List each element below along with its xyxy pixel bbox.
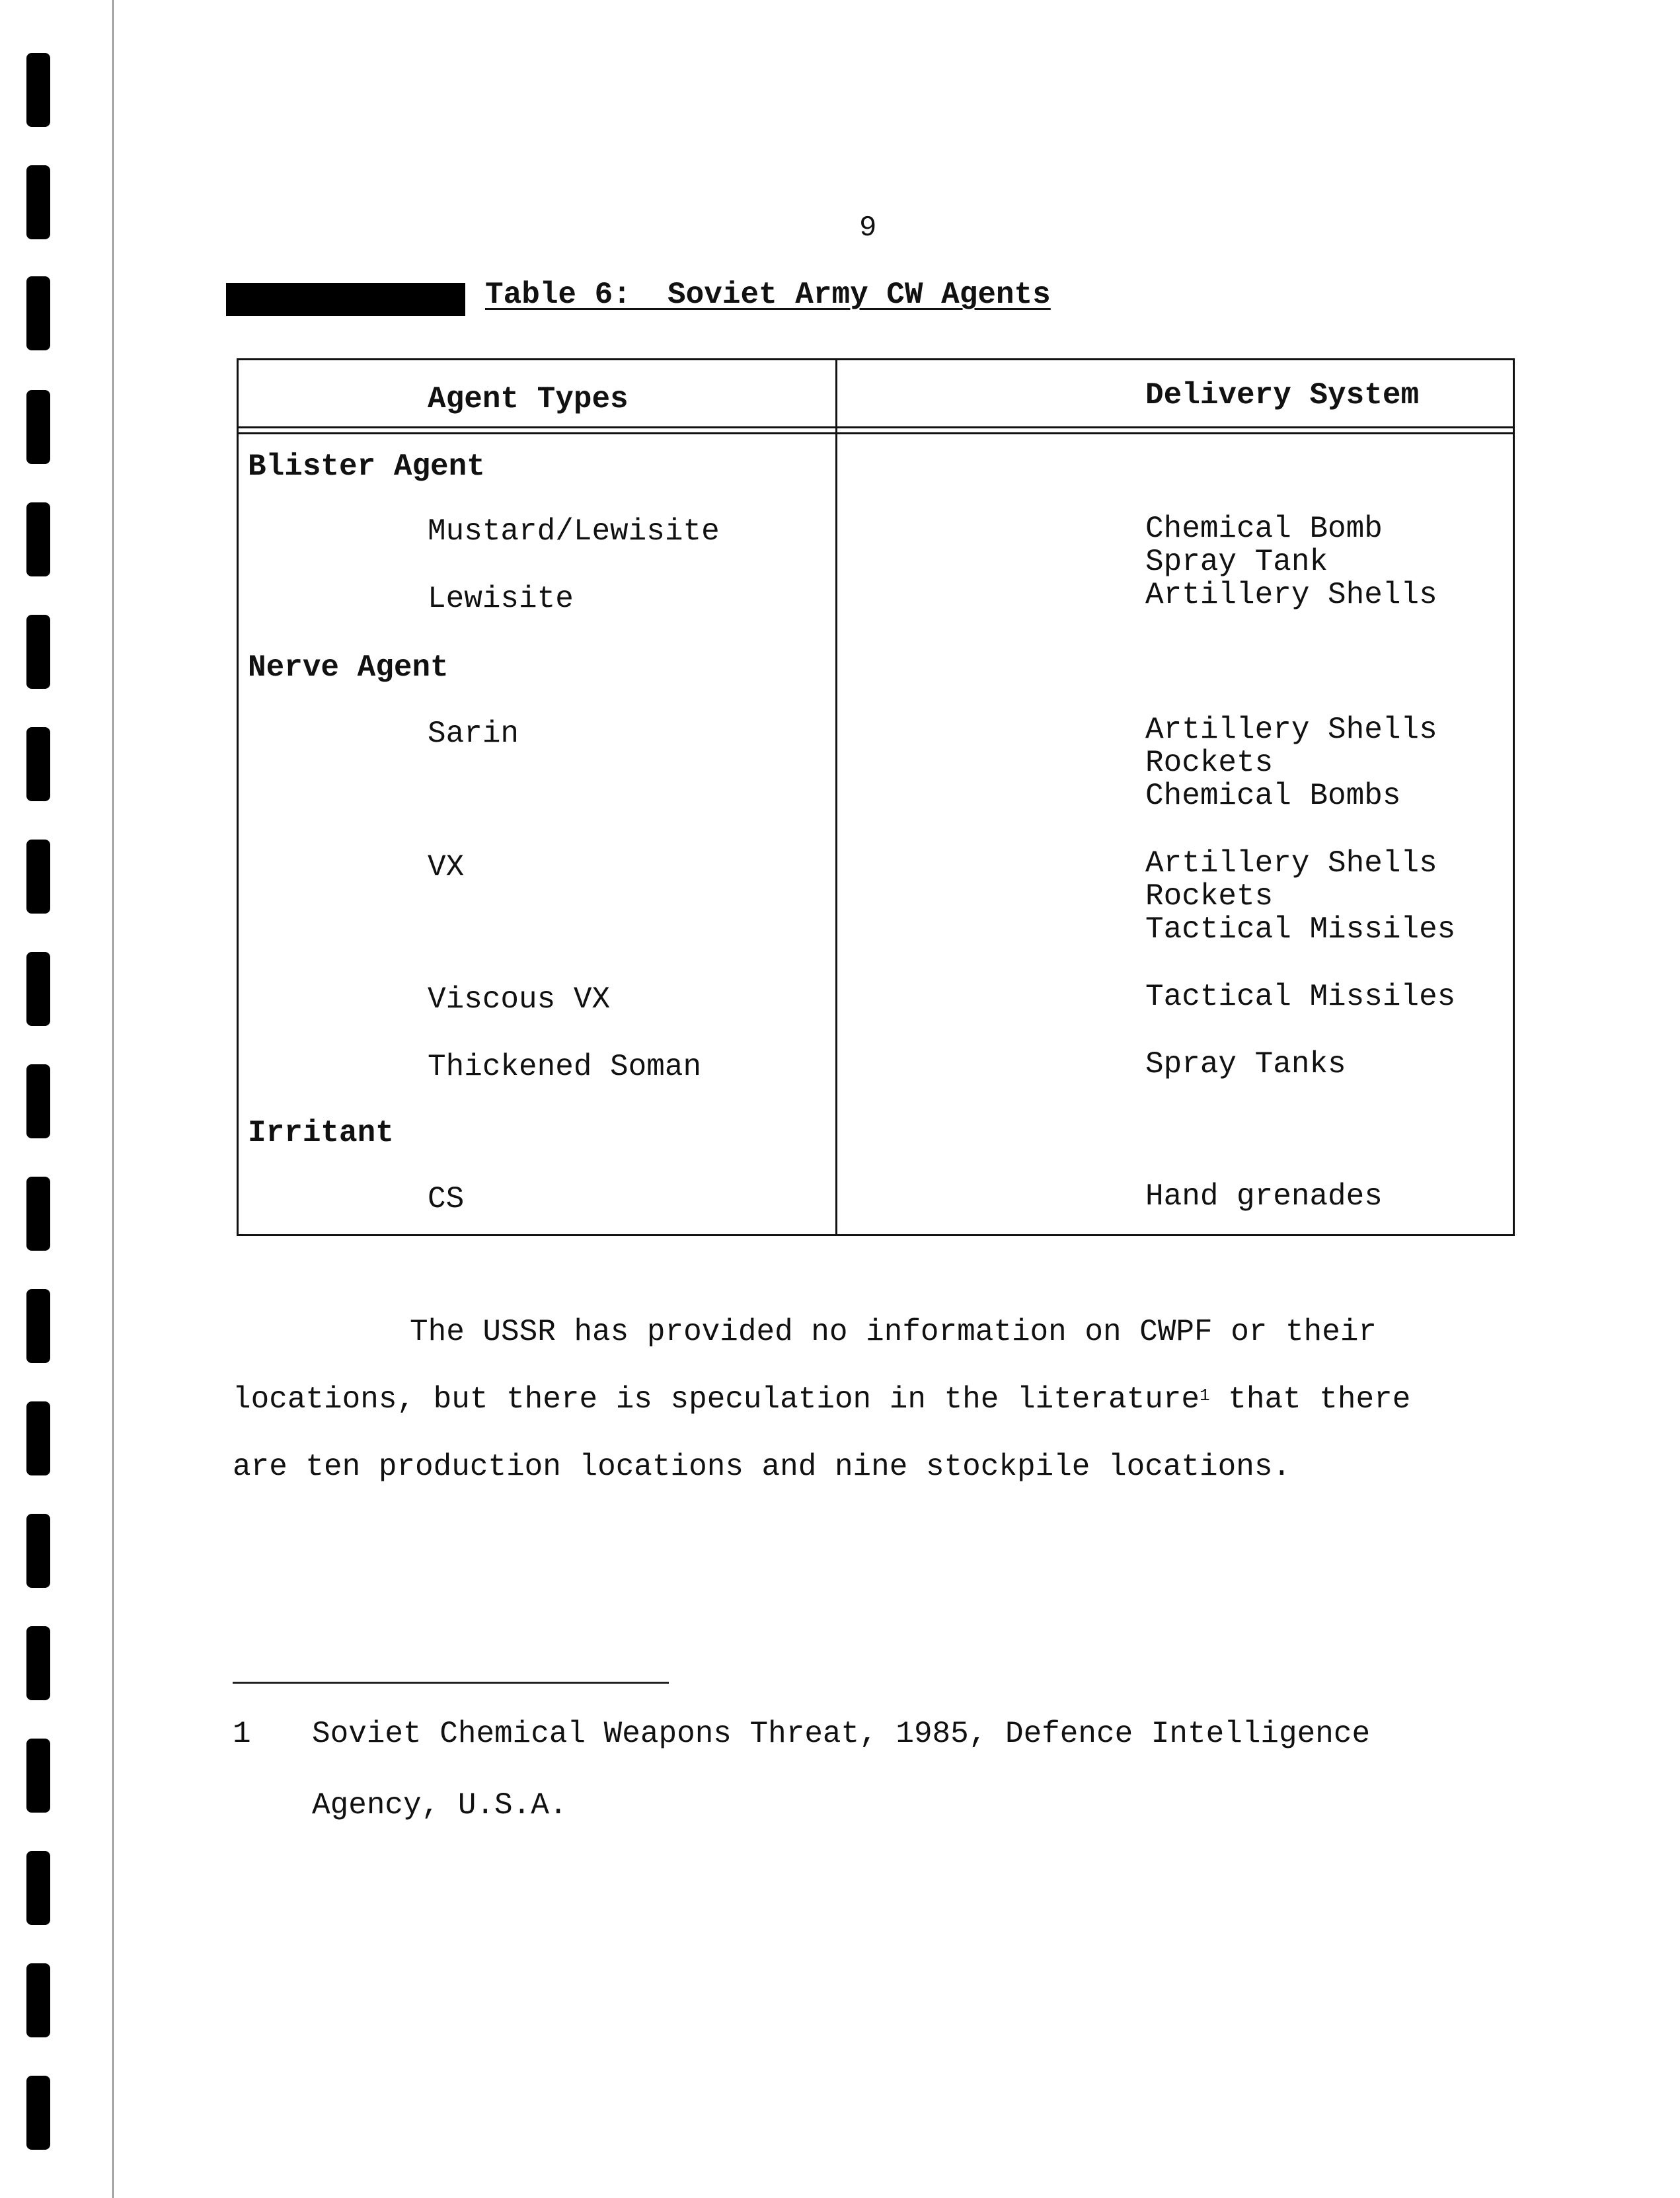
header-delivery-system: Delivery System [1145,378,1420,412]
agent-name: Viscous VX [428,982,611,1017]
binding-hole [26,390,50,464]
delivery-line: Hand grenades [1145,1179,1383,1214]
column-divider [835,360,837,1234]
agent-name: Thickened Soman [428,1050,702,1084]
paragraph-line: are ten production locations and nine stockpile locations. [233,1450,1291,1484]
redaction-bar [226,283,465,316]
binding-hole [26,2076,50,2150]
delivery-line: Rockets [1145,746,1274,780]
binding-hole [26,1401,50,1475]
delivery-line: Artillery Shells [1145,713,1437,747]
agent-name: CS [428,1182,465,1216]
page-number: 9 [859,212,877,245]
header-agent-types: Agent Types [428,382,629,416]
delivery-line: Artillery Shells [1145,846,1437,881]
delivery-line: Artillery Shells [1145,578,1437,612]
binding-hole [26,1851,50,1925]
binding-hole [26,1514,50,1588]
binding-hole [26,276,50,350]
binding-hole [26,502,50,576]
header-rule [239,426,1513,434]
category-label: Irritant [248,1116,394,1150]
binding-hole [26,840,50,914]
agent-name: Sarin [428,717,519,751]
binding-hole [26,952,50,1026]
table-title: Table 6: Soviet Army CW Agents [485,278,1051,312]
footnote-text: Soviet Chemical Weapons Threat, 1985, Defence Intelligence [312,1717,1371,1751]
binding-hole [26,1739,50,1813]
delivery-line: Tactical Missiles [1145,980,1456,1014]
delivery-line: Tactical Missiles [1145,912,1456,947]
delivery-line: Spray Tank [1145,545,1328,579]
delivery-line: Rockets [1145,879,1274,914]
footnote-rule [233,1682,669,1684]
binding-hole [26,1626,50,1700]
binding-strip [0,0,116,2198]
category-label: Blister Agent [248,450,485,484]
footnote-text: Agency, U.S.A. [312,1788,568,1823]
agent-name: VX [428,850,465,884]
footnote-number: 1 [233,1717,251,1751]
binding-hole [26,165,50,239]
binding-hole [26,1289,50,1363]
margin-rule [112,0,114,2198]
delivery-line: Chemical Bombs [1145,779,1401,813]
paragraph-line: The USSR has provided no information on CWPF or their [410,1315,1377,1349]
footnote-reference: 1 [1200,1386,1210,1405]
binding-hole [26,615,50,689]
paragraph-line [233,1383,1410,1416]
delivery-line: Chemical Bomb [1145,512,1383,546]
agent-name: Mustard/Lewisite [428,514,720,549]
cw-agents-table [237,358,1515,1236]
category-label: Nerve Agent [248,650,449,685]
binding-hole [26,727,50,801]
paragraph-text: that there [1228,1382,1411,1417]
binding-hole [26,1177,50,1251]
delivery-line: Spray Tanks [1145,1047,1346,1081]
binding-hole [26,1963,50,2037]
paragraph-text: locations, but there is speculation in the literature [233,1382,1200,1417]
binding-hole [26,1064,50,1138]
binding-hole [26,53,50,127]
agent-name: Lewisite [428,582,574,616]
